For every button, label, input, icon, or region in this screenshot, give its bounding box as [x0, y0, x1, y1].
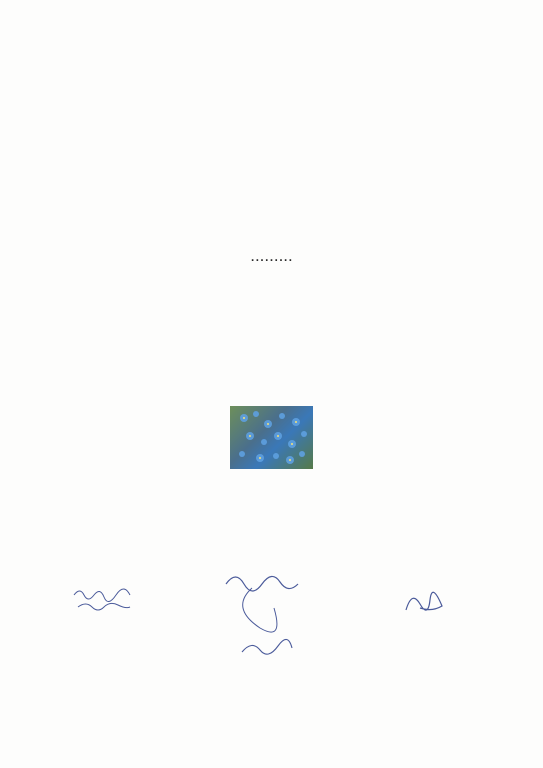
- forget-me-not-photo: [230, 406, 313, 469]
- jury-signatures: [222, 568, 312, 668]
- organizer-signature: [70, 585, 140, 615]
- place-line: .........: [250, 246, 293, 265]
- director-signature: [400, 588, 450, 618]
